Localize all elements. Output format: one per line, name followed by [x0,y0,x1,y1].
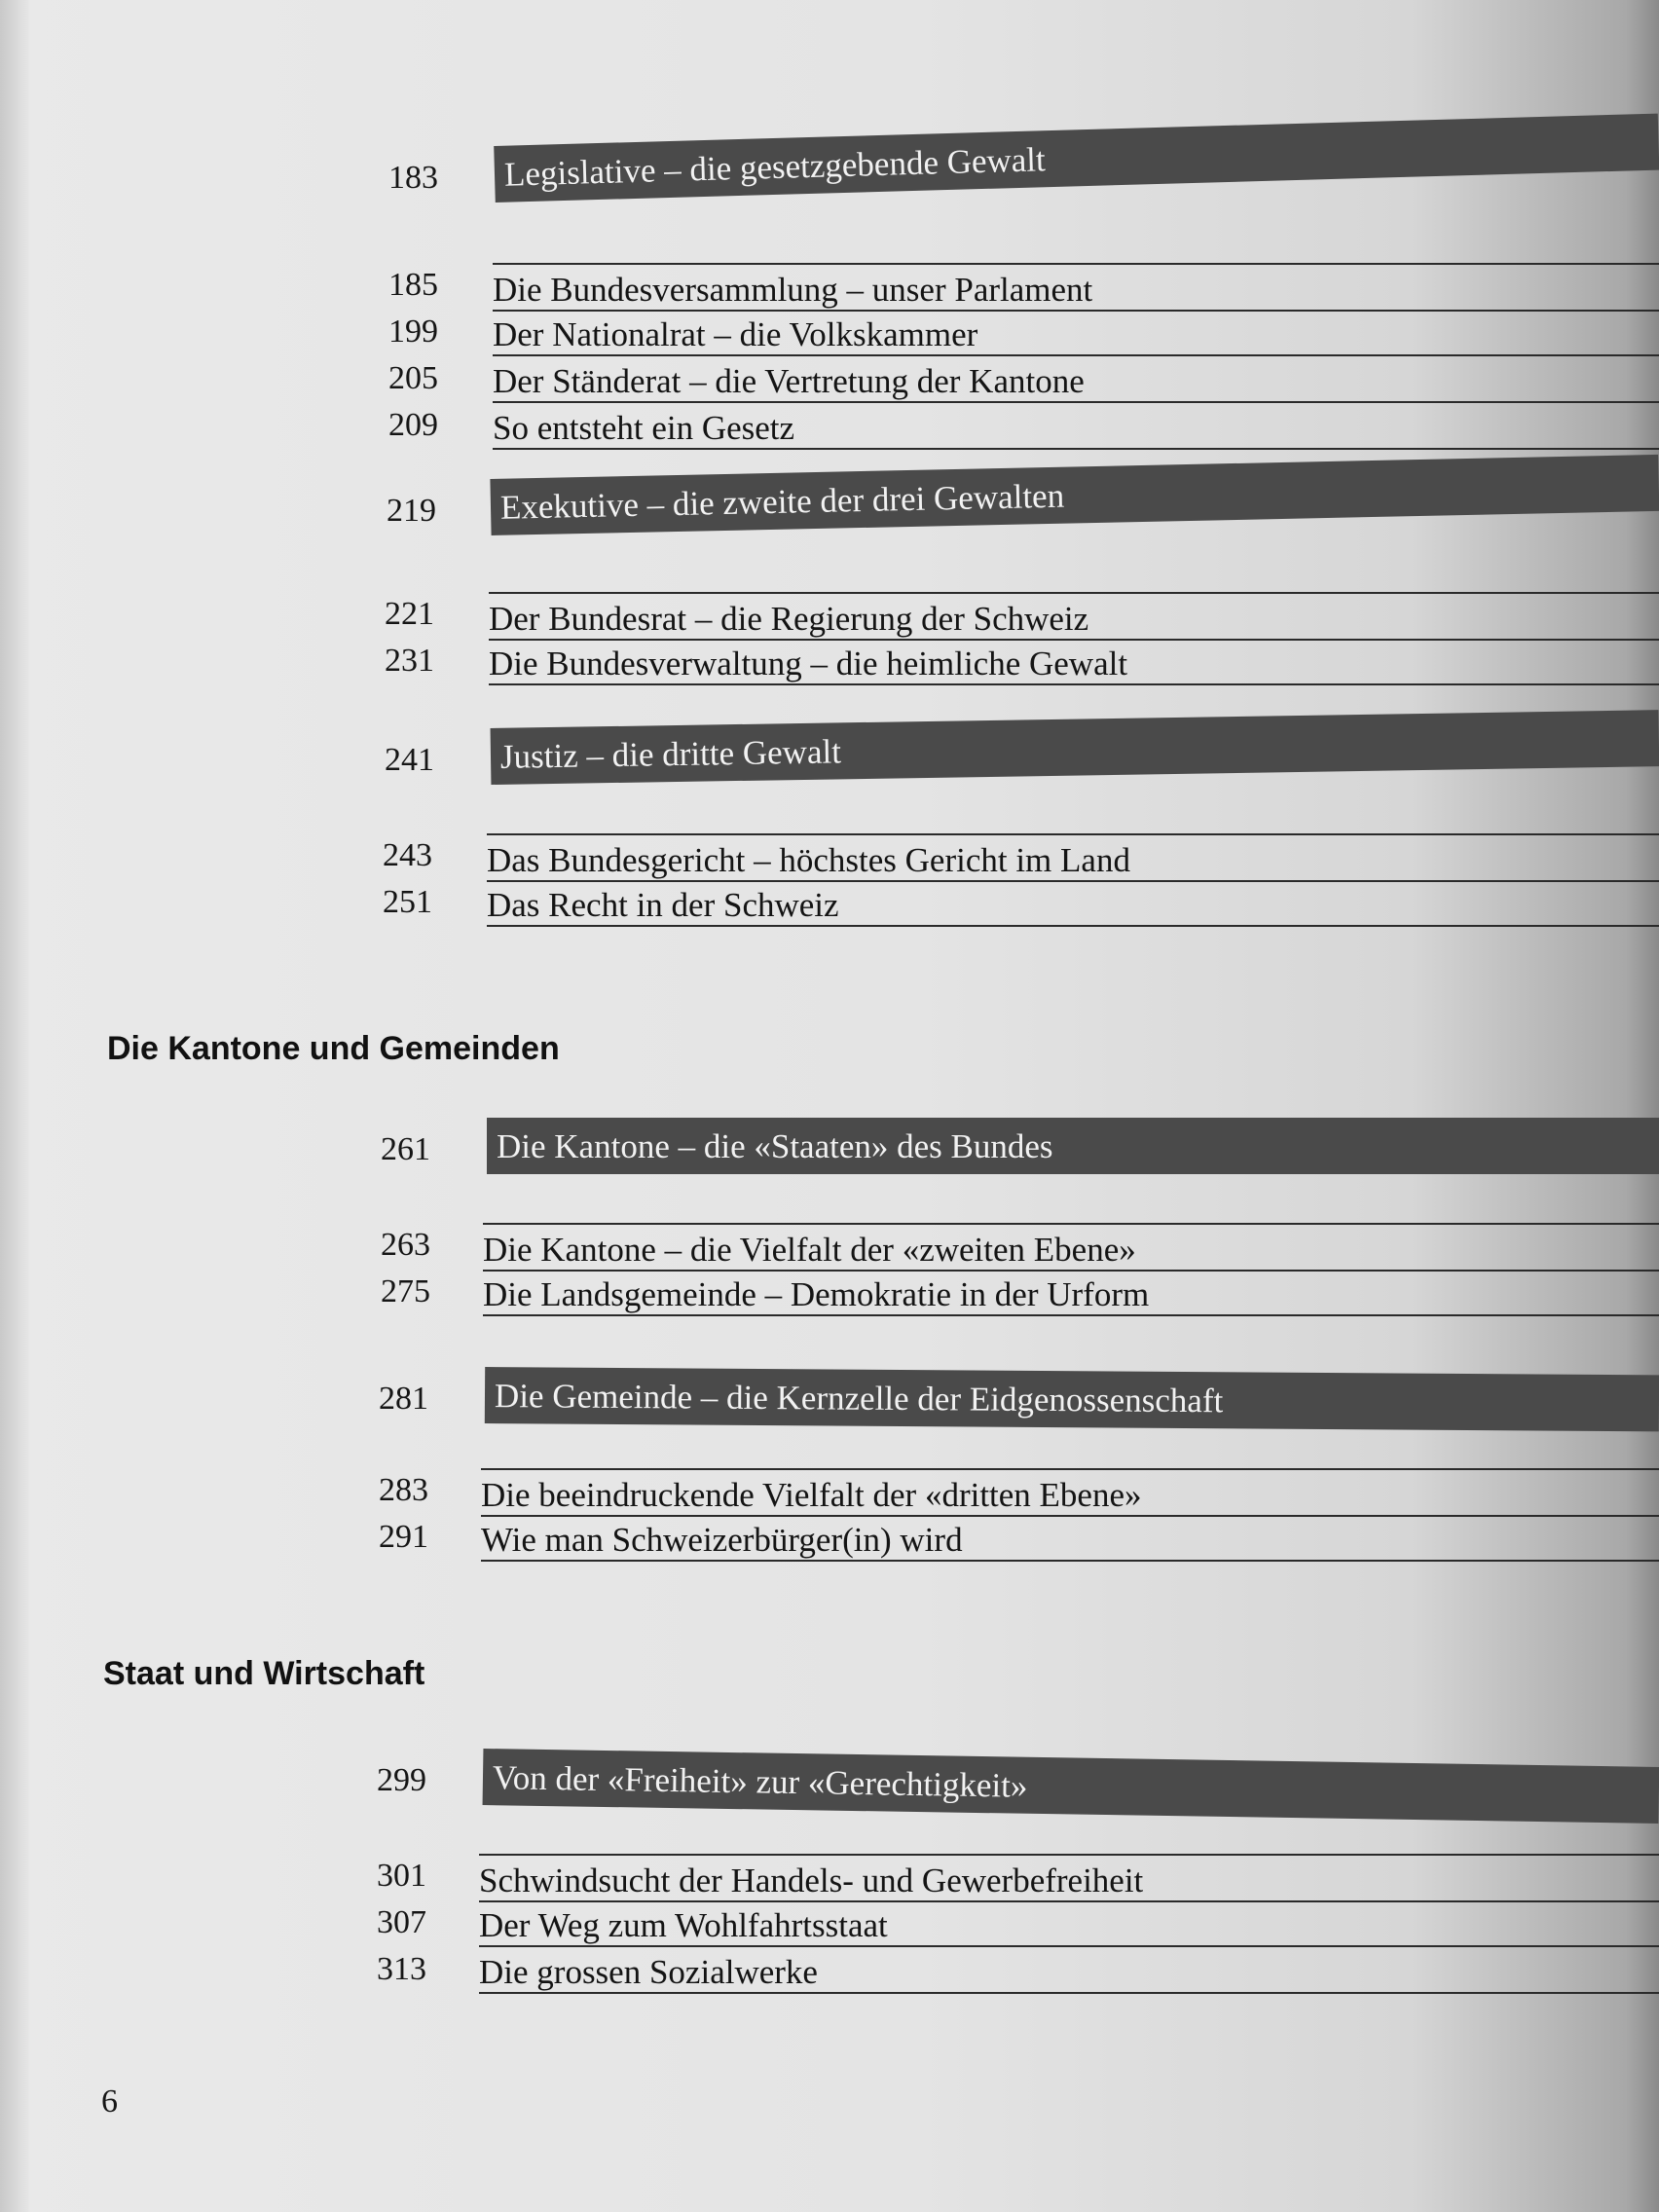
entry-page-number: 209 [388,407,438,443]
chapter-title-bar [494,114,1659,203]
toc-entry[interactable] [0,403,1659,450]
chapter-page-number: 241 [385,742,434,778]
entry-title: Die Bundesversammlung – unser Parlament [493,271,1093,309]
toc-entry[interactable] [0,880,1659,927]
chapter-row[interactable] [0,476,1659,553]
entry-title-rule [487,833,1659,882]
toc-entry[interactable] [0,592,1659,639]
chapter-title-bar [491,710,1659,785]
toc-entry[interactable] [0,833,1659,880]
chapter-row[interactable] [0,140,1659,220]
entry-title: Die Landsgemeinde – Demokratie in der Urform [483,1275,1150,1313]
entry-page-number: 243 [383,837,432,873]
entry-title: Die Bundesverwaltung – die heimliche Gewalt [489,645,1128,682]
chapter-title: Von der «Freiheit» zur «Gerechtigkeit» [492,1758,1028,1805]
chapter-page-number: 219 [387,493,436,529]
entry-page-number: 185 [388,267,438,303]
chapter-title: Die Gemeinde – die Kernzelle der Eidgenossenschaft [494,1377,1224,1420]
entry-page-number: 251 [383,884,432,920]
chapter-page-number: 183 [388,160,438,196]
entry-title: Wie man Schweizerbürger(in) wird [481,1521,963,1559]
entry-page-number: 231 [385,643,434,679]
toc-entry[interactable] [0,1854,1659,1900]
page-number: 6 [101,2083,118,2120]
entry-title-rule [479,1947,1659,1994]
entry-title-rule [483,1223,1659,1272]
entry-page-number: 263 [381,1227,430,1263]
chapter-title-bar [485,1367,1659,1431]
entry-title-rule [481,1515,1659,1562]
entry-title: Das Bundesgericht – höchstes Gericht im Land [487,841,1130,879]
entry-title-rule [479,1900,1659,1947]
chapter-page-number: 281 [379,1381,428,1417]
entry-title: Der Bundesrat – die Regierung der Schweiz [489,600,1089,638]
entry-title-rule [493,403,1659,450]
entry-page-number: 221 [385,596,434,632]
entry-page-number: 199 [388,313,438,350]
chapter-title-bar [490,455,1659,535]
entry-page-number: 313 [377,1951,426,1987]
entry-title: Die Kantone – die Vielfalt der «zweiten Ebene» [483,1231,1136,1269]
entry-title: Die grossen Sozialwerke [479,1953,818,1991]
entry-title-rule [487,880,1659,927]
chapter-title: Die Kantone – die «Staaten» des Bundes [497,1127,1053,1165]
entry-page-number: 275 [381,1273,430,1309]
chapter-title: Justiz – die dritte Gewalt [499,732,842,776]
toc-entry[interactable] [0,310,1659,356]
chapter-page-number: 261 [381,1131,430,1167]
chapter-row[interactable] [0,728,1659,802]
section-heading: Staat und Wirtschaft [103,1655,425,1692]
chapter-row[interactable] [0,1749,1659,1823]
entry-page-number: 283 [379,1472,428,1508]
entry-page-number: 205 [388,360,438,396]
chapter-title-bar [483,1749,1659,1824]
entry-title: Der Weg zum Wohlfahrtsstaat [479,1906,888,1944]
toc-entry[interactable] [0,1900,1659,1947]
toc-entry[interactable] [0,263,1659,310]
entry-title: Das Recht in der Schweiz [487,886,839,924]
entry-title: So entsteht ein Gesetz [493,409,795,447]
chapter-page-number: 299 [377,1762,426,1798]
entry-title-rule [489,592,1659,641]
entry-title-rule [489,639,1659,685]
toc-entry[interactable] [0,1468,1659,1515]
entry-title-rule [493,263,1659,312]
toc-entry[interactable] [0,1223,1659,1270]
entry-page-number: 301 [377,1858,426,1894]
toc-entry[interactable] [0,1270,1659,1316]
entry-title: Der Ständerat – die Vertretung der Kantone [493,362,1085,400]
entry-title-rule [479,1854,1659,1902]
chapter-title-bar [487,1118,1659,1174]
toc-entry[interactable] [0,639,1659,685]
entry-title: Der Nationalrat – die Volkskammer [493,315,978,353]
entry-page-number: 307 [377,1904,426,1940]
entry-title-rule [493,310,1659,356]
chapter-row[interactable] [0,1367,1659,1441]
toc-entry[interactable] [0,1515,1659,1562]
toc-entry[interactable] [0,356,1659,403]
chapter-title: Exekutive – die zweite der drei Gewalten [499,476,1065,527]
entry-title: Die beeindruckende Vielfalt der «dritten Ebene» [481,1476,1142,1514]
entry-title-rule [493,356,1659,403]
toc-entry[interactable] [0,1947,1659,1994]
entry-title: Schwindsucht der Handels- und Gewerbefreiheit [479,1862,1144,1899]
entry-title-rule [481,1468,1659,1517]
chapter-row[interactable] [0,1118,1659,1192]
entry-page-number: 291 [379,1519,428,1555]
chapter-title: Legislative – die gesetzgebende Gewalt [503,140,1047,194]
section-heading: Die Kantone und Gemeinden [107,1030,560,1067]
entry-title-rule [483,1270,1659,1316]
